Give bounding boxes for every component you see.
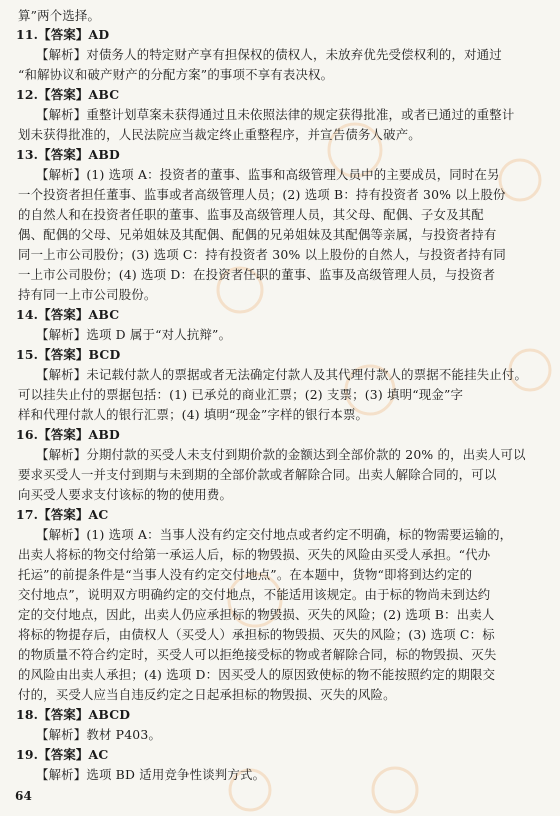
text-line: 可以挂失止付的票据包括：(1) 已承兑的商业汇票；(2) 支票；(3) 填明“现金”字: [18, 387, 464, 402]
text-line: 持有同一上市公司股份。: [18, 287, 157, 302]
text-line: 17.【答案】AC: [16, 507, 109, 522]
text-line: 【解析】分期付款的买受人未支付到期价款的金额达到全部价款的 20% 的，出卖人可以: [36, 447, 526, 462]
text-line: 托运”的前提条件是“当事人没有约定交付地点”。在本题中，货物“即将到达约定的: [18, 567, 473, 582]
text-line: 【解析】(1) 选项 A：投资者的董事、监事和高级管理人员中的主要成员，同时在另: [36, 167, 500, 182]
text-line: 15.【答案】BCD: [16, 347, 121, 362]
text-line: 将标的物提存后，由债权人（买受人）承担标的物毁损、灭失的风险；(3) 选项 C：标: [18, 627, 495, 642]
text-line: 的物质量不符合约定时，买受人可以拒绝接受标的物或者解除合同，标的物毁损、灭失: [18, 647, 497, 662]
text-line: 13.【答案】ABD: [16, 147, 120, 162]
text-line: 偶、配偶的父母、兄弟姐妹及其配偶、配偶的兄弟姐妹及其配偶等亲属，与投资者持有: [18, 227, 497, 242]
text-line: 定的交付地点，因此，出卖人仍应承担标的物毁损、灭失的风险；(2) 选项 B：出卖人: [18, 607, 495, 622]
text-line: 同一上市公司股份；(3) 选项 C：持有投资者 30% 以上股份的自然人，与投资者持有同: [18, 247, 507, 262]
text-line: 的自然人和在投资者任职的董事、监事及高级管理人员，其父母、配偶、子女及其配: [18, 207, 484, 222]
text-line: 【解析】重整计划草案未获得通过且未依照法律的规定获得批准，或者已通过的重整计: [36, 107, 515, 122]
text-line: 【解析】教材 P403。: [36, 727, 162, 742]
page-number: 64: [15, 789, 33, 803]
text-line: 样和代理付款人的银行汇票；(4) 填明“现金”字样的银行本票。: [18, 407, 369, 422]
text-line: 一个投资者担任董事、监事或者高级管理人员；(2) 选项 B：持有投资者 30% 以上股份: [18, 187, 506, 202]
text-line: 【解析】选项 D 属于“对人抗辩”。: [36, 327, 232, 342]
text-line: 向买受人要求支付该标的物的使用费。: [18, 487, 233, 502]
text-line: 一上市公司股份；(4) 选项 D：在投资者任职的董事、监事及高级管理人员，与投资者: [18, 267, 496, 282]
text-line: 付的，买受人应当自违反约定之日起承担标的物毁损、灭失的风险。: [18, 687, 396, 702]
text-line: 出卖人将标的物交付给第一承运人后，标的物毁损、灭失的风险由买受人承担。“代办: [18, 547, 491, 562]
text-line: 要求买受人一并支付到期与未到期的全部价款或者解除合同。出卖人解除合同的，可以: [18, 467, 497, 482]
text-line: 【解析】(1) 选项 A：当事人没有约定交付地点或者约定不明确，标的物需要运输的，: [36, 527, 513, 542]
text-line: 的风险由出卖人承担；(4) 选项 D：因买受人的原因致使标的物不能按照约定的期限交: [18, 667, 496, 682]
text-line: 【解析】未记载付款人的票据或者无法确定付款人及其代理付款人的票据不能挂失止付。: [36, 367, 528, 382]
text-line: 18.【答案】ABCD: [16, 707, 131, 722]
text-line: “和解协议和破产财产的分配方案”的事项不享有表决权。: [18, 67, 334, 82]
text-line: 【解析】选项 BD 适用竞争性谈判方式。: [36, 767, 266, 782]
text-line: 16.【答案】ABD: [16, 427, 120, 442]
text-line: 交付地点”，说明双方明确约定的交付地点，不能适用该规定。由于标的物尚未到达约: [18, 587, 491, 602]
text-line: 划未获得批准的，人民法院应当裁定终止重整程序，并宣告债务人破产。: [18, 127, 421, 142]
text-line: 14.【答案】ABC: [16, 307, 120, 322]
text-line: 算”两个选择。: [18, 8, 101, 23]
text-line: 19.【答案】AC: [16, 747, 109, 762]
text-line: 12.【答案】ABC: [16, 87, 120, 102]
text-line: 【解析】对债务人的特定财产享有担保权的债权人，未放弃优先受偿权利的，对通过: [36, 47, 502, 62]
text-line: 11.【答案】AD: [16, 27, 110, 42]
